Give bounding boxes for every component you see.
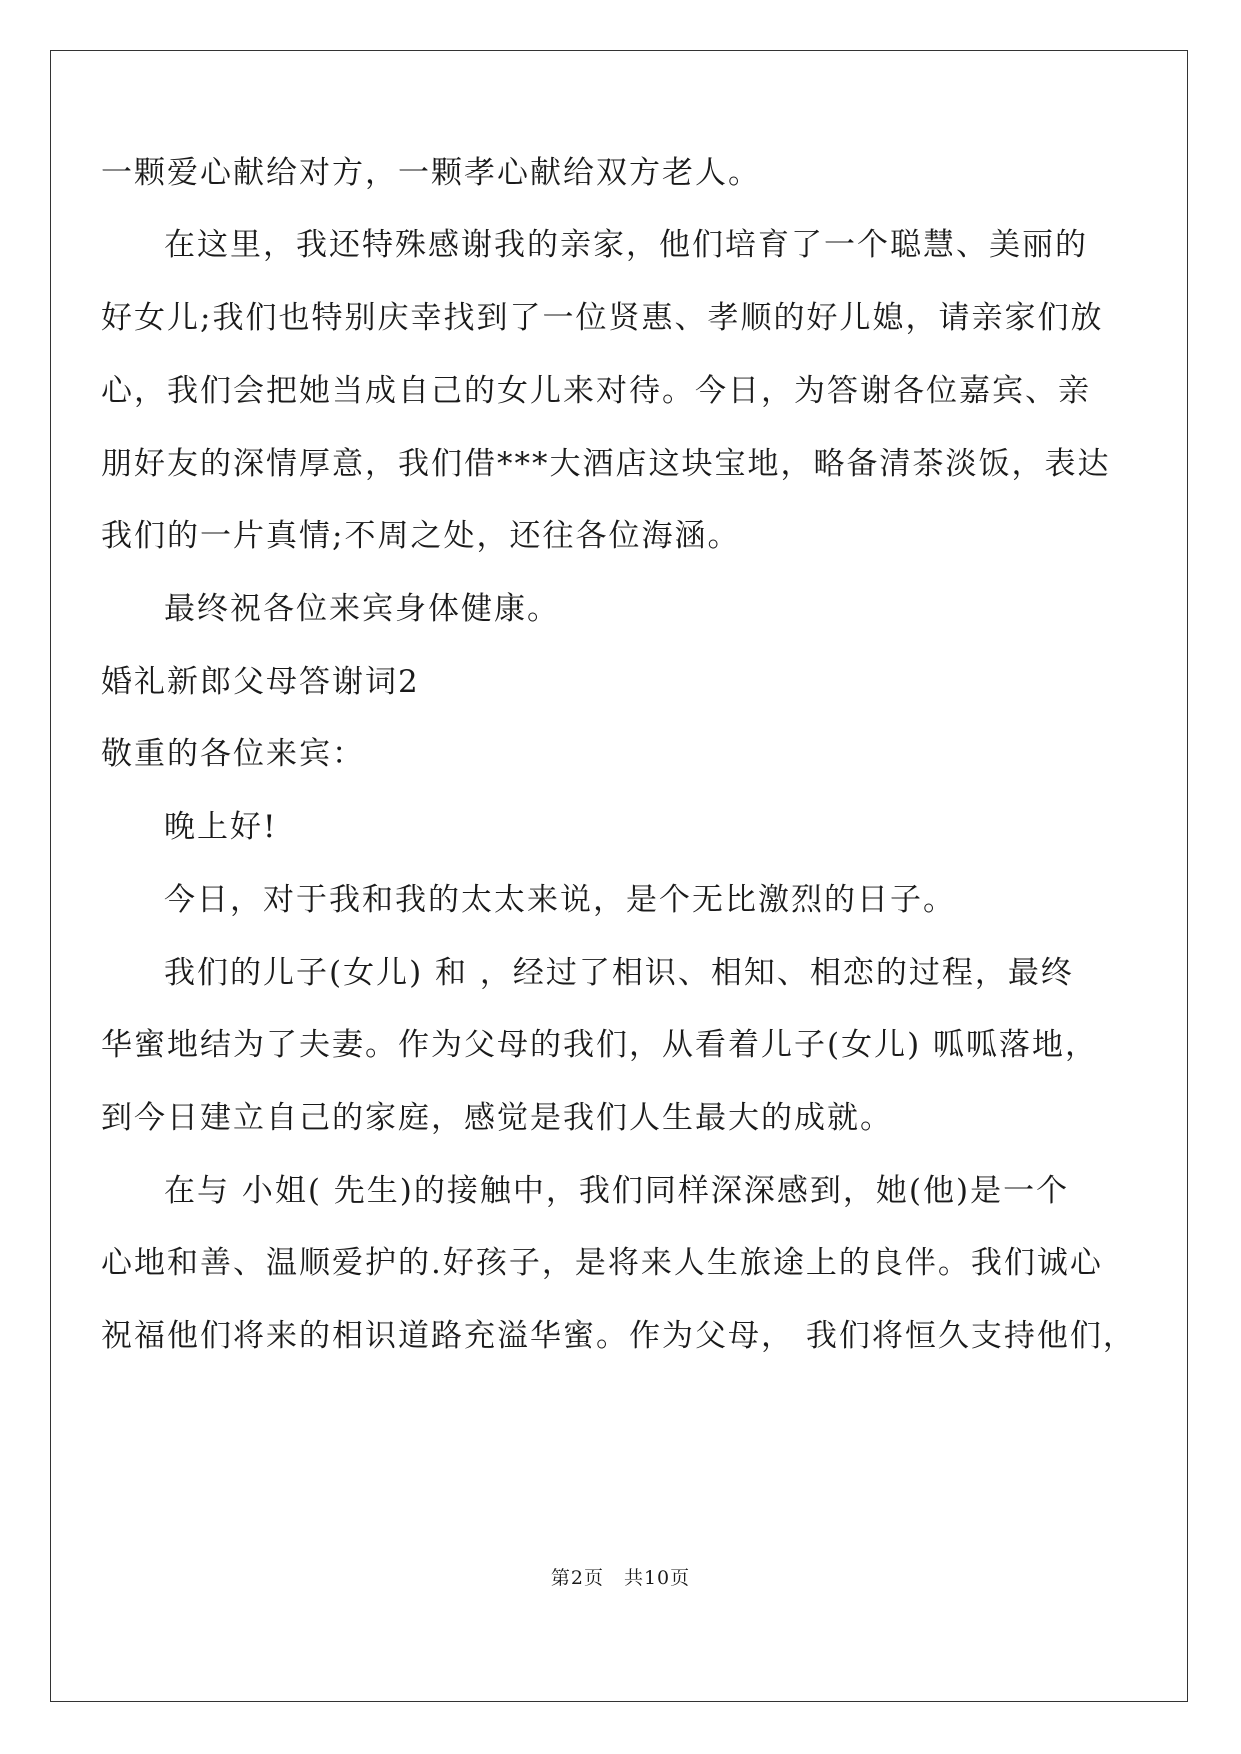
paragraph-line: 在这里，我还特殊感谢我的亲家，他们培育了一个聪慧、美丽的 xyxy=(164,227,1088,263)
paragraph-line: 心地和善、温顺爱护的.好孩子，是将来人生旅途上的良伴。我们诚心 xyxy=(101,1245,1103,1281)
paragraph-line: 在与 小姐( 先生)的接触中，我们同样深深感到，她(他)是一个 xyxy=(164,1173,1070,1209)
paragraph-line: 到今日建立自己的家庭，感觉是我们人生最大的成就。 xyxy=(101,1100,893,1136)
paragraph-line: 我们的一片真情;不周之处，还往各位海涵。 xyxy=(101,518,741,554)
paragraph-line: 朋好友的深情厚意，我们借***大酒店这块宝地，略备清茶淡饭，表达 xyxy=(101,446,1111,482)
paragraph-line: 最终祝各位来宾身体健康。 xyxy=(164,591,560,627)
document-body xyxy=(101,0,1136,1754)
paragraph-line: 心，我们会把她当成自己的女儿来对待。今日，为答谢各位嘉宾、亲 xyxy=(101,373,1091,409)
paragraph-line: 好女儿;我们也特别庆幸找到了一位贤惠、孝顺的好儿媳，请亲家们放 xyxy=(101,300,1104,336)
page-number-footer: 第2页 共10页 xyxy=(550,1567,691,1589)
greeting: 晚上好! xyxy=(164,809,278,845)
paragraph-line: 华蜜地结为了夫妻。作为父母的我们，从看着儿子(女儿) 呱呱落地， xyxy=(101,1027,1099,1063)
paragraph-line: 一颗爱心献给对方，一颗孝心献给双方老人。 xyxy=(101,155,761,191)
paragraph-line: 我们的儿子(女儿) 和 ，经过了相识、相知、相恋的过程，最终 xyxy=(164,955,1074,991)
section-heading: 婚礼新郎父母答谢词2 xyxy=(101,664,420,700)
salutation: 敬重的各位来宾： xyxy=(101,736,365,772)
paragraph-line: 祝福他们将来的相识道路充溢华蜜。作为父母， 我们将恒久支持他们， xyxy=(101,1318,1136,1354)
paragraph-line: 今日，对于我和我的太太来说，是个无比激烈的日子。 xyxy=(164,882,956,918)
